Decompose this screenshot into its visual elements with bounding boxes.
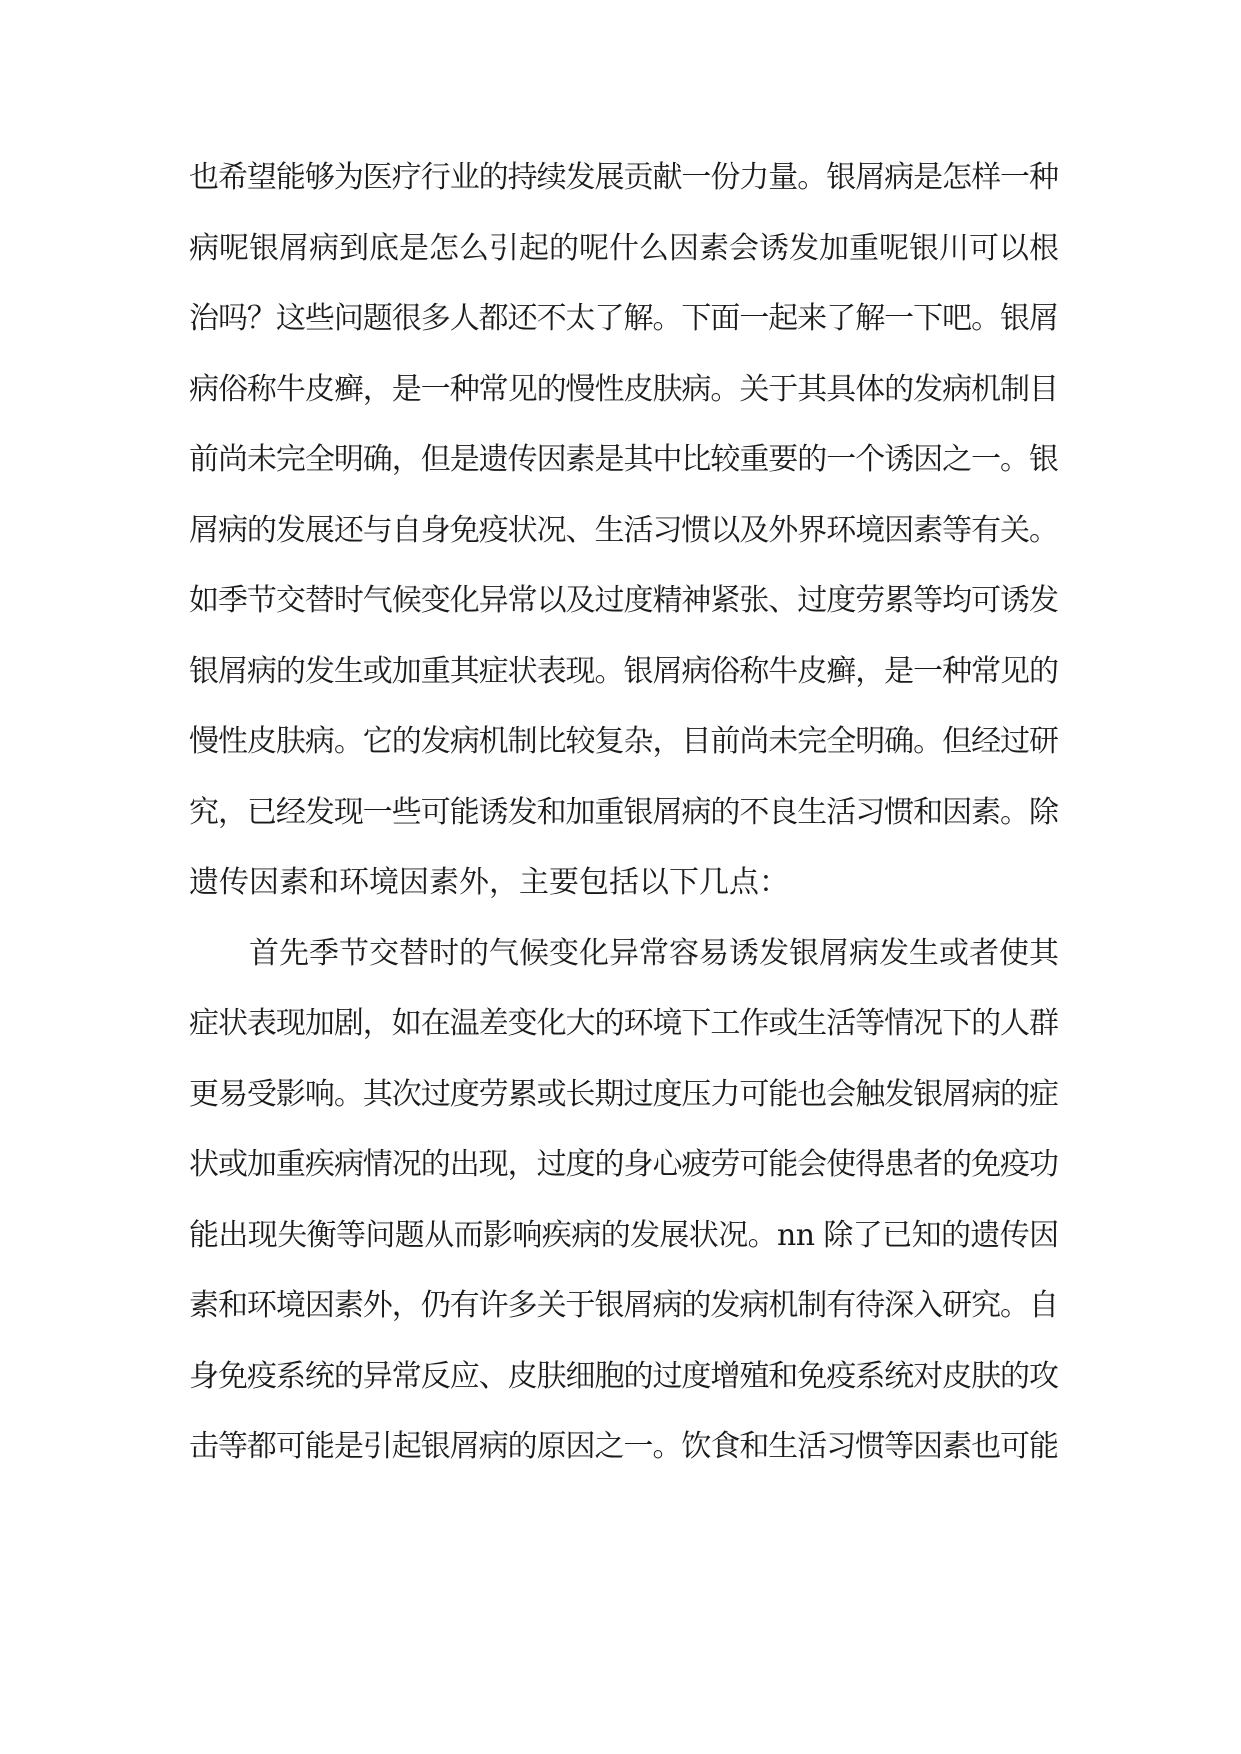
text-line: 究，已经发现一些可能诱发和加重银屑病的不良生活习惯和因素。除 — [189, 794, 1058, 830]
text-line: 也希望能够为医疗行业的持续发展贡献一份力量。银屑病是怎样一种 — [189, 160, 1058, 195]
paragraph-first-line: 首先季节交替时的气候变化异常容易诱发银屑病发生或者使其 — [249, 935, 1059, 971]
text-line: 能出现失衡等问题从而影响疾病的发展状况。nn 除了已知的遗传因 — [189, 1217, 1059, 1253]
text-line: 前尚未完全明确，但是遗传因素是其中比较重要的一个诱因之一。银 — [189, 442, 1058, 477]
text-line: 治吗？这些问题很多人都还不太了解。下面一起来了解一下吧。银屑 — [189, 301, 1058, 336]
text-line: 遗传因素和环境因素外，主要包括以下几点： — [189, 865, 789, 900]
body-text — [189, 143, 1059, 1483]
text-line: 素和环境因素外，仍有许多关于银屑病的发病机制有待深入研究。自 — [189, 1288, 1058, 1323]
text-line: 身免疫系统的异常反应、皮肤细胞的过度增殖和免疫系统对皮肤的攻 — [189, 1358, 1058, 1394]
text-line: 更易受影响。其次过度劳累或长期过度压力可能也会触发银屑病的症 — [189, 1076, 1058, 1112]
text-line: 如季节交替时气候变化异常以及过度精神紧张、过度劳累等均可诱发 — [189, 583, 1058, 618]
text-line: 击等都可能是引起银屑病的原因之一。饮食和生活习惯等因素也可能 — [189, 1429, 1058, 1464]
text-line: 病呢银屑病到底是怎么引起的呢什么因素会诱发加重呢银川可以根 — [189, 230, 1059, 266]
text-line: 症状表现加剧，如在温差变化大的环境下工作或生活等情况下的人群 — [189, 1006, 1058, 1041]
text-line: 银屑病的发生或加重其症状表现。银屑病俗称牛皮癣，是一种常见的 — [189, 653, 1058, 689]
text-line: 屑病的发展还与自身免疫状况、生活习惯以及外界环境因素等有关。 — [189, 512, 1058, 548]
text-line: 病俗称牛皮癣，是一种常见的慢性皮肤病。关于其具体的发病机制目 — [189, 371, 1058, 407]
text-line: 慢性皮肤病。它的发病机制比较复杂，目前尚未完全明确。但经过研 — [189, 724, 1058, 759]
text-line: 状或加重疾病情况的出现，过度的身心疲劳可能会使得患者的免疫功 — [189, 1147, 1058, 1182]
